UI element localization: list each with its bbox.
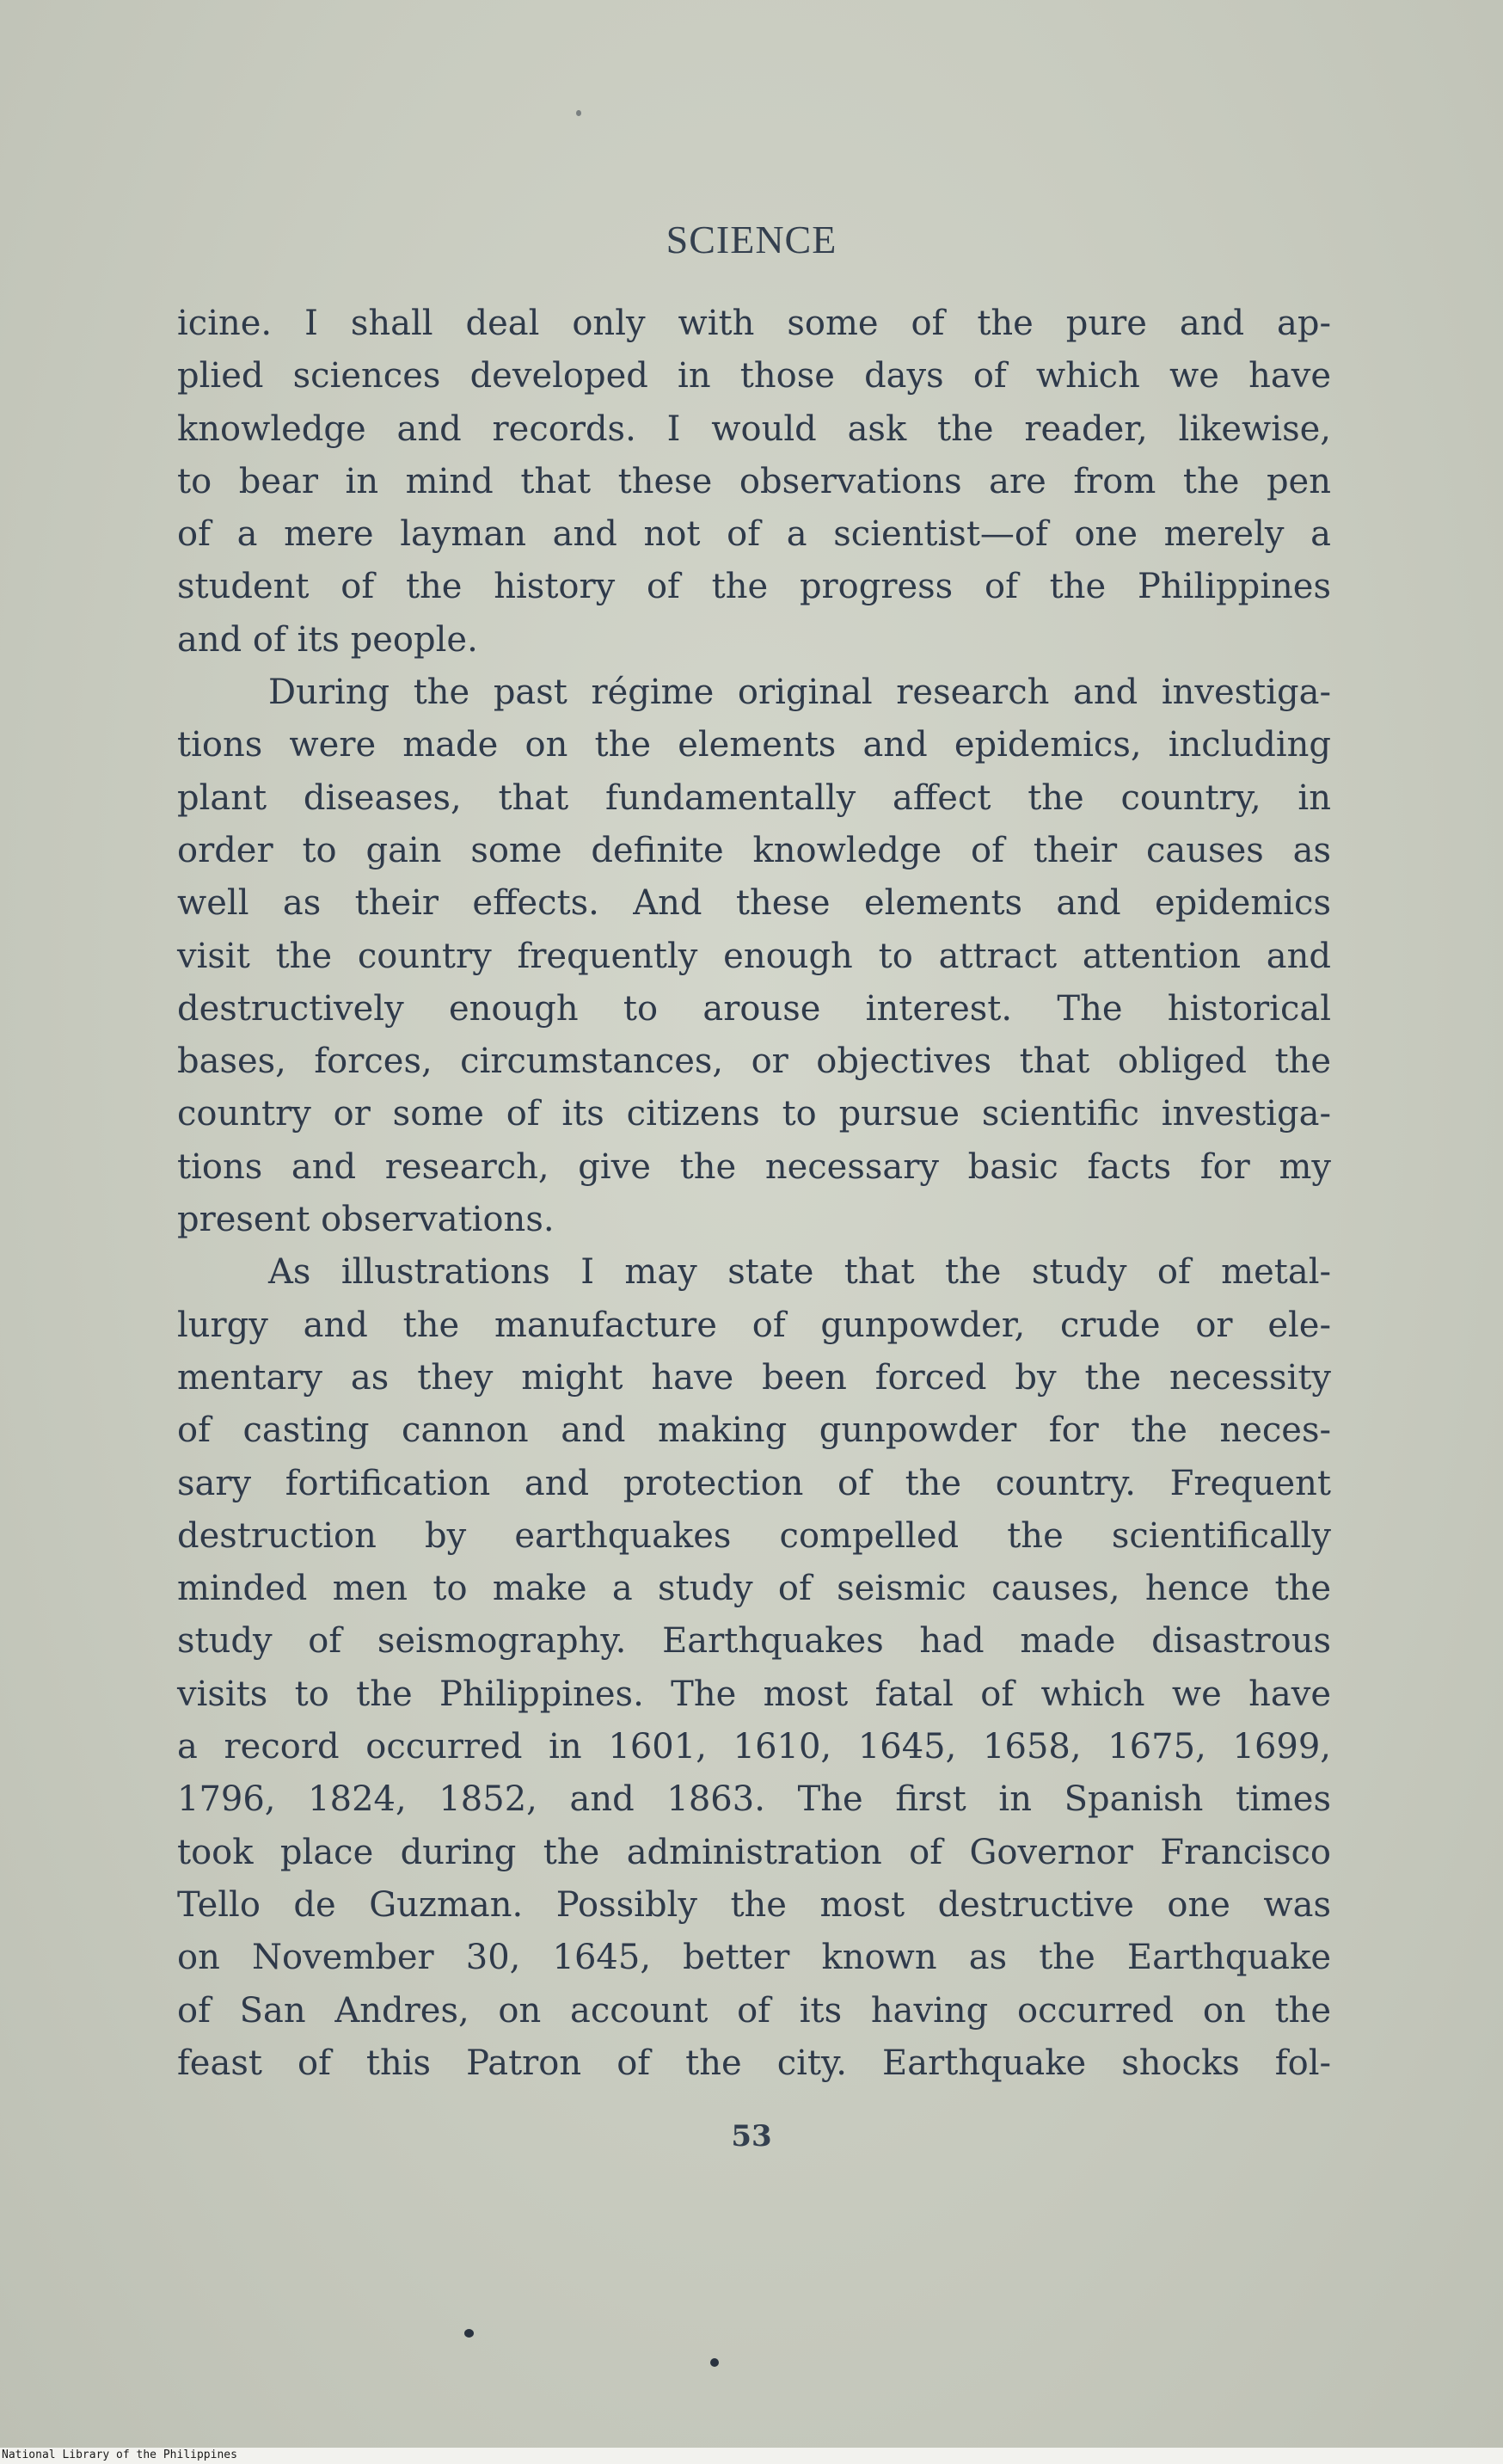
text-line: present observations. bbox=[177, 1200, 555, 1240]
text-line: a record occurred in 1601, 1610, 1645, 1658, 1675, 1699, bbox=[177, 1727, 1331, 1767]
text-line: tions and research, give the necessary basic facts for my bbox=[177, 1146, 1331, 1187]
body-text bbox=[177, 298, 1331, 2090]
text-line: 1796, 1824, 1852, and 1863. The first in Spanish times bbox=[177, 1779, 1331, 1820]
text-line: plant diseases, that fundamentally affect the country, in bbox=[177, 777, 1331, 818]
text-line: During the past régime original research and investiga- bbox=[268, 673, 1331, 713]
library-credit: National Library of the Philippines bbox=[2, 2449, 237, 2461]
text-line: mentary as they might have been forced by the necessity bbox=[177, 1357, 1331, 1398]
text-line: lurgy and the manufacture of gunpowder, crude or ele- bbox=[177, 1305, 1331, 1345]
text-line: plied sciences developed in those days of which we have bbox=[177, 356, 1331, 396]
text-line: destructively enough to arouse interest. The historical bbox=[177, 988, 1331, 1029]
text-line: Tello de Guzman. Possibly the most destructive one was bbox=[177, 1884, 1331, 1925]
text-line: knowledge and records. I would ask the reader, likewise, bbox=[177, 409, 1331, 449]
text-line: of casting cannon and making gunpowder for the neces- bbox=[177, 1410, 1331, 1451]
text-line: sary fortification and protection of the country. Frequent bbox=[177, 1463, 1331, 1503]
text-line: minded men to make a study of seismic causes, hence the bbox=[177, 1569, 1331, 1609]
text-line: visit the country frequently enough to attract attention and bbox=[177, 936, 1331, 976]
text-line: country or some of its citizens to pursue scientific investiga- bbox=[177, 1094, 1331, 1134]
text-line: study of seismography. Earthquakes had made disastrous bbox=[177, 1621, 1331, 1662]
paper-speck bbox=[464, 2329, 474, 2338]
text-line: bases, forces, circumstances, or objectives that obliged the bbox=[177, 1042, 1331, 1082]
text-line: As illustrations I may state that the study of metal- bbox=[268, 1252, 1331, 1293]
text-line: student of the history of the progress of the Philippines bbox=[177, 567, 1331, 607]
text-line: on November 30, 1645, better known as the Earthquake bbox=[177, 1938, 1331, 1978]
text-line: of San Andres, on account of its having occurred on the bbox=[177, 1990, 1331, 2031]
text-line: tions were made on the elements and epidemics, including bbox=[177, 725, 1331, 765]
text-line: feast of this Patron of the city. Earthquake shocks fol- bbox=[177, 2043, 1331, 2083]
paper-speck bbox=[576, 110, 581, 116]
text-line: well as their effects. And these elements and epidemics bbox=[177, 883, 1331, 924]
text-line: order to gain some definite knowledge of their causes as bbox=[177, 830, 1331, 870]
text-line: visits to the Philippines. The most fatal of which we have bbox=[177, 1674, 1331, 1714]
paper-speck bbox=[710, 2358, 719, 2367]
text-line: icine. I shall deal only with some of the pure and ap- bbox=[177, 304, 1331, 343]
text-line: destruction by earthquakes compelled the scientifically bbox=[177, 1515, 1331, 1556]
text-line: to bear in mind that these observations are from the pen bbox=[177, 461, 1331, 501]
text-line: and of its people. bbox=[177, 619, 478, 660]
page-number: 53 bbox=[731, 2119, 772, 2154]
running-head: SCIENCE bbox=[666, 218, 837, 261]
text-line: of a mere layman and not of a scientist—of one merely a bbox=[177, 514, 1331, 555]
text-line: took place during the administration of Governor Francisco bbox=[177, 1832, 1331, 1872]
